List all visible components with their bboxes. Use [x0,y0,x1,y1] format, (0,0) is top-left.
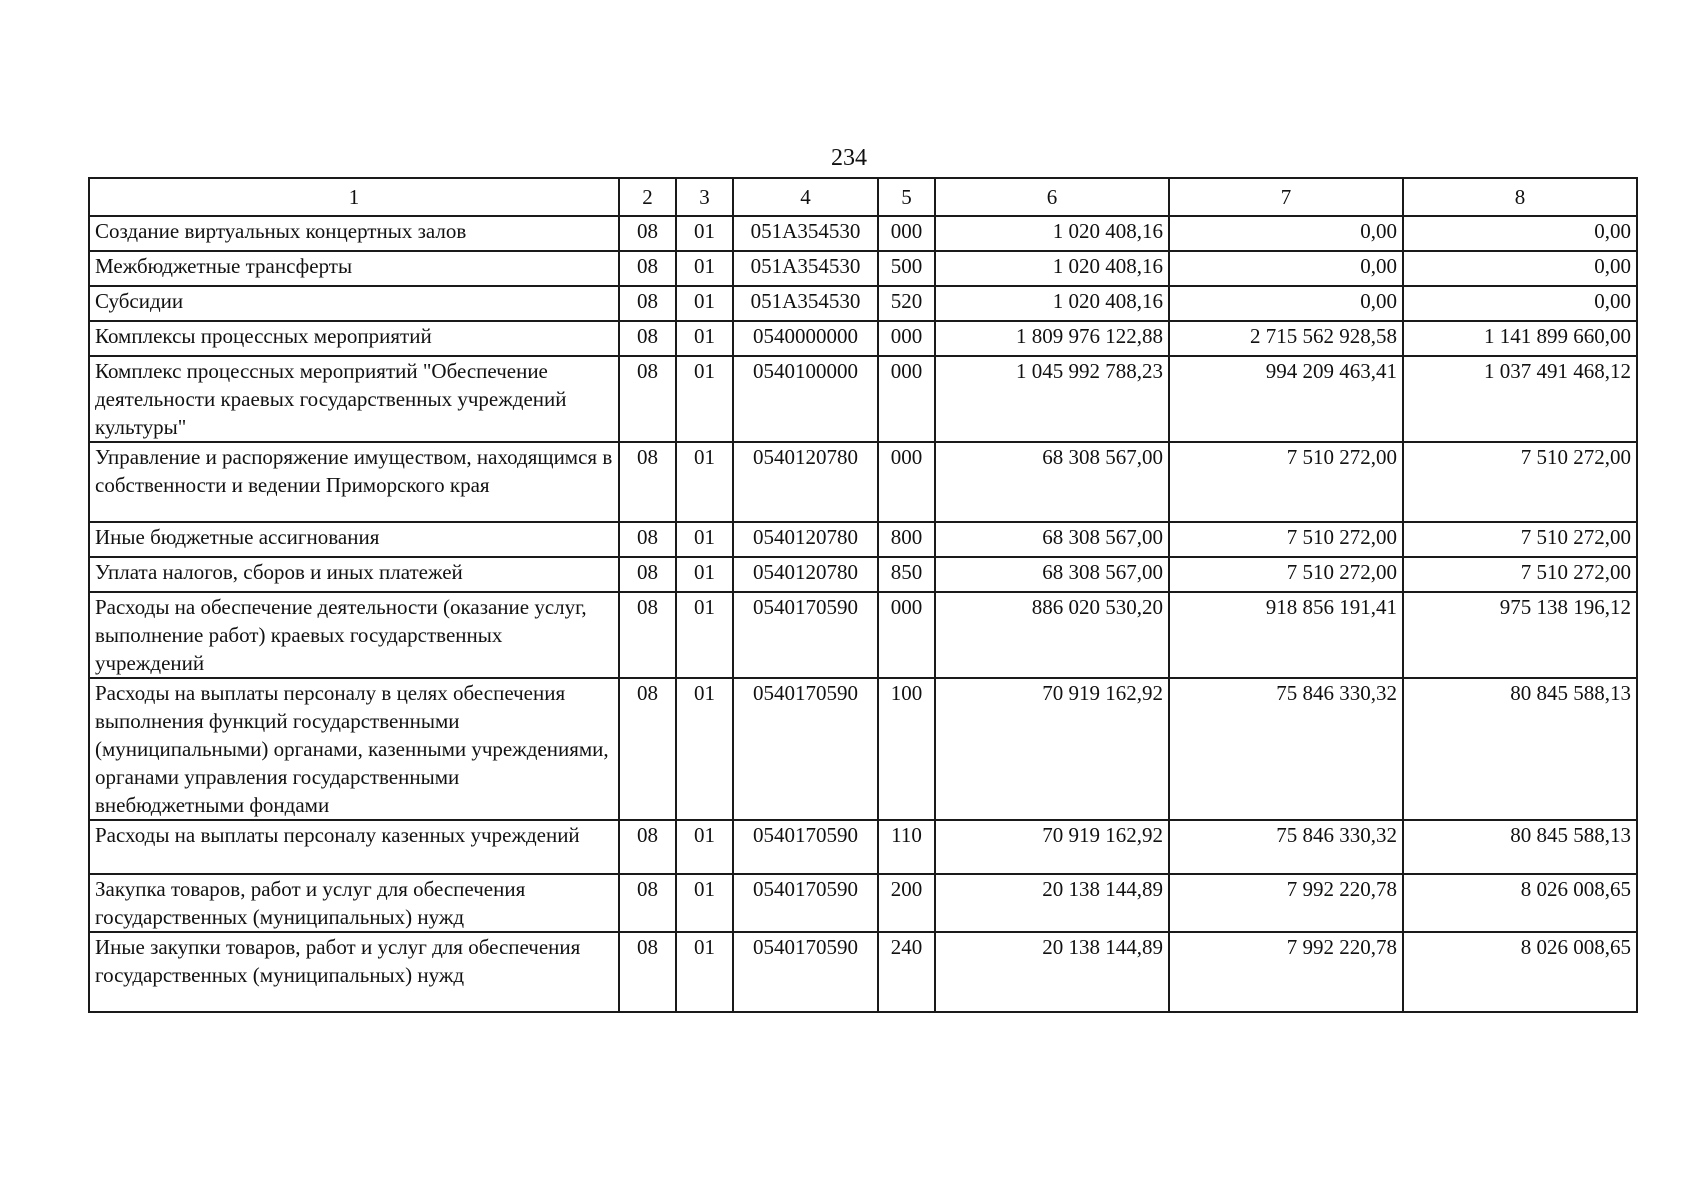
amount-column-7-cell: 75 846 330,32 [1169,820,1403,874]
column-header-4: 4 [733,178,878,216]
subsection-code-cell: 01 [676,251,733,286]
target-article-cell: 051A354530 [733,286,878,321]
amount-column-8-cell: 975 138 196,12 [1403,592,1637,678]
amount-column-7-cell: 7 510 272,00 [1169,557,1403,592]
amount-column-7-cell: 7 510 272,00 [1169,522,1403,557]
expense-type-cell: 800 [878,522,935,557]
subsection-code-cell: 01 [676,442,733,522]
budget-table [88,177,1638,1013]
column-header-1: 1 [89,178,619,216]
amount-column-7-cell: 0,00 [1169,216,1403,251]
row-name-cell: Расходы на обеспечение деятельности (оказание услуг, выполнение работ) краевых государственных учреждений [89,592,619,678]
subsection-code-cell: 01 [676,820,733,874]
target-article-cell: 0540120780 [733,442,878,522]
amount-column-7-cell: 7 992 220,78 [1169,932,1403,1012]
table-row [89,592,1637,678]
row-name-cell: Расходы на выплаты персоналу казенных учреждений [89,820,619,874]
column-number-row [89,178,1637,216]
budget-table-body [89,216,1637,1012]
amount-column-8-cell: 1 037 491 468,12 [1403,356,1637,442]
amount-column-6-cell: 1 020 408,16 [935,216,1169,251]
table-row [89,932,1637,1012]
row-name-cell: Межбюджетные трансферты [89,251,619,286]
table-row [89,557,1637,592]
table-row [89,321,1637,356]
page-number: 234 [831,145,867,171]
column-header-5: 5 [878,178,935,216]
table-row [89,286,1637,321]
subsection-code-cell: 01 [676,932,733,1012]
amount-column-7-cell: 2 715 562 928,58 [1169,321,1403,356]
table-row [89,251,1637,286]
section-code-cell: 08 [619,251,676,286]
column-header-6: 6 [935,178,1169,216]
section-code-cell: 08 [619,820,676,874]
subsection-code-cell: 01 [676,286,733,321]
expense-type-cell: 520 [878,286,935,321]
column-header-2: 2 [619,178,676,216]
amount-column-8-cell: 1 141 899 660,00 [1403,321,1637,356]
section-code-cell: 08 [619,321,676,356]
amount-column-7-cell: 994 209 463,41 [1169,356,1403,442]
section-code-cell: 08 [619,557,676,592]
table-row [89,216,1637,251]
expense-type-cell: 500 [878,251,935,286]
subsection-code-cell: 01 [676,356,733,442]
section-code-cell: 08 [619,356,676,442]
row-name-cell: Закупка товаров, работ и услуг для обеспечения государственных (муниципальных) нужд [89,874,619,932]
target-article-cell: 0540170590 [733,592,878,678]
target-article-cell: 0540170590 [733,820,878,874]
expense-type-cell: 200 [878,874,935,932]
target-article-cell: 051A354530 [733,251,878,286]
amount-column-7-cell: 7 992 220,78 [1169,874,1403,932]
section-code-cell: 08 [619,216,676,251]
target-article-cell: 0540100000 [733,356,878,442]
target-article-cell: 0540000000 [733,321,878,356]
amount-column-6-cell: 20 138 144,89 [935,932,1169,1012]
section-code-cell: 08 [619,932,676,1012]
expense-type-cell: 000 [878,442,935,522]
amount-column-8-cell: 7 510 272,00 [1403,522,1637,557]
amount-column-7-cell: 918 856 191,41 [1169,592,1403,678]
row-name-cell: Комплексы процессных мероприятий [89,321,619,356]
row-name-cell: Комплекс процессных мероприятий "Обеспечение деятельности краевых государственных учреждений культуры" [89,356,619,442]
amount-column-6-cell: 70 919 162,92 [935,678,1169,820]
subsection-code-cell: 01 [676,321,733,356]
amount-column-8-cell: 7 510 272,00 [1403,442,1637,522]
amount-column-8-cell: 7 510 272,00 [1403,557,1637,592]
target-article-cell: 0540170590 [733,874,878,932]
row-name-cell: Иные бюджетные ассигнования [89,522,619,557]
column-header-3: 3 [676,178,733,216]
target-article-cell: 0540170590 [733,678,878,820]
row-name-cell: Иные закупки товаров, работ и услуг для обеспечения государственных (муниципальных) нужд [89,932,619,1012]
expense-type-cell: 100 [878,678,935,820]
section-code-cell: 08 [619,874,676,932]
target-article-cell: 0540120780 [733,557,878,592]
expense-type-cell: 850 [878,557,935,592]
column-header-8: 8 [1403,178,1637,216]
subsection-code-cell: 01 [676,557,733,592]
section-code-cell: 08 [619,678,676,820]
target-article-cell: 0540170590 [733,932,878,1012]
section-code-cell: 08 [619,286,676,321]
expense-type-cell: 000 [878,356,935,442]
table-row [89,442,1637,522]
expense-type-cell: 110 [878,820,935,874]
amount-column-8-cell: 80 845 588,13 [1403,820,1637,874]
table-row [89,820,1637,874]
amount-column-8-cell: 0,00 [1403,251,1637,286]
amount-column-6-cell: 70 919 162,92 [935,820,1169,874]
row-name-cell: Субсидии [89,286,619,321]
amount-column-7-cell: 7 510 272,00 [1169,442,1403,522]
table-row [89,522,1637,557]
amount-column-6-cell: 68 308 567,00 [935,557,1169,592]
amount-column-7-cell: 0,00 [1169,286,1403,321]
subsection-code-cell: 01 [676,678,733,820]
row-name-cell: Уплата налогов, сборов и иных платежей [89,557,619,592]
subsection-code-cell: 01 [676,874,733,932]
target-article-cell: 051A354530 [733,216,878,251]
row-name-cell: Создание виртуальных концертных залов [89,216,619,251]
amount-column-8-cell: 80 845 588,13 [1403,678,1637,820]
amount-column-6-cell: 68 308 567,00 [935,442,1169,522]
table-row [89,874,1637,932]
expense-type-cell: 000 [878,592,935,678]
amount-column-6-cell: 1 020 408,16 [935,286,1169,321]
amount-column-8-cell: 0,00 [1403,216,1637,251]
amount-column-7-cell: 0,00 [1169,251,1403,286]
amount-column-6-cell: 886 020 530,20 [935,592,1169,678]
expense-type-cell: 000 [878,216,935,251]
amount-column-6-cell: 1 809 976 122,88 [935,321,1169,356]
amount-column-6-cell: 1 020 408,16 [935,251,1169,286]
amount-column-6-cell: 20 138 144,89 [935,874,1169,932]
amount-column-6-cell: 68 308 567,00 [935,522,1169,557]
subsection-code-cell: 01 [676,592,733,678]
table-row [89,678,1637,820]
section-code-cell: 08 [619,442,676,522]
target-article-cell: 0540120780 [733,522,878,557]
subsection-code-cell: 01 [676,522,733,557]
section-code-cell: 08 [619,592,676,678]
expense-type-cell: 240 [878,932,935,1012]
amount-column-8-cell: 0,00 [1403,286,1637,321]
amount-column-6-cell: 1 045 992 788,23 [935,356,1169,442]
row-name-cell: Управление и распоряжение имуществом, находящимся в собственности и ведении Приморского края [89,442,619,522]
section-code-cell: 08 [619,522,676,557]
expense-type-cell: 000 [878,321,935,356]
column-header-7: 7 [1169,178,1403,216]
amount-column-8-cell: 8 026 008,65 [1403,932,1637,1012]
subsection-code-cell: 01 [676,216,733,251]
row-name-cell: Расходы на выплаты персоналу в целях обеспечения выполнения функций государственными (муниципальными) органами, казенными учреждениями, органами управления государственными внебюджетными фондами [89,678,619,820]
table-row [89,356,1637,442]
amount-column-8-cell: 8 026 008,65 [1403,874,1637,932]
amount-column-7-cell: 75 846 330,32 [1169,678,1403,820]
